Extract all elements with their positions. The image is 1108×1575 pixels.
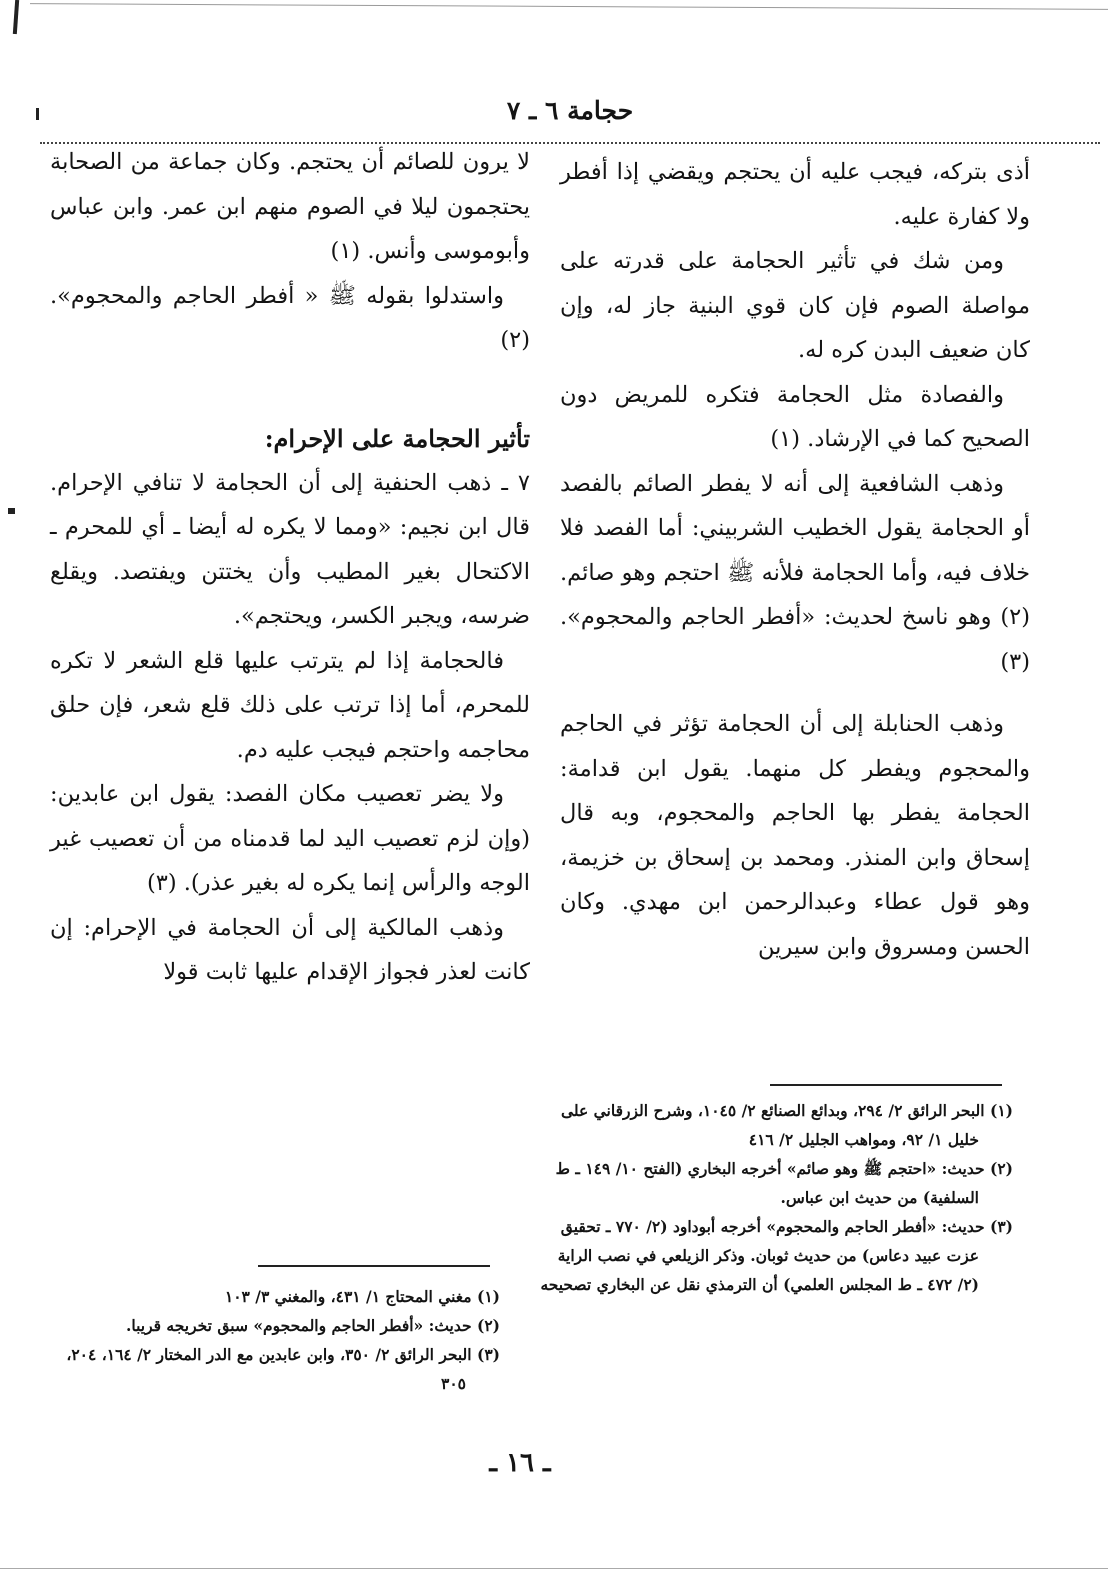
footnote: (٣) البحر الرائق ٢/ ٣٥٠، وابن عابدين مع الدر المختار ٢/ ١٦٤، ٢٠٤، ٣٠٥ <box>66 1345 500 1393</box>
footnote: (٢) حديث: «احتجم ﷺ وهو صائم» أخرجه البخاري (الفتح ١٠/ ١٤٩ ـ ط السلفية) من حديث ابن عباس. <box>555 1159 1013 1207</box>
footnotes-right <box>535 1096 1013 1299</box>
footnote: (٣) حديث: «أفطر الحاجم والمحجوم» أخرجه أبوداود (٢/ ٧٧٠ ـ تحقيق عزت عبيد دعاس) من حديث ثوبان. وذكر الزيلعي في نصب الراية (٢/ ٤٧٢ ـ ط المجلس العلمي) أن الترمذي نقل عن البخاري تصحيحه <box>540 1217 1013 1294</box>
scan-edge-top <box>30 3 1108 10</box>
paragraph: وذهب الحنابلة إلى أن الحجامة تؤثر في الحاجم والمحجوم ويفطر كل منهما. يقول ابن قدامة: الحجامة يفطر بها الحاجم والمحجوم، وبه قال إسحاق وابن المنذر. ومحمد بن إسحاق بن خزيمة، وهو قول عطاء وعبدالرحمن ابن مهدي. وكان الحسن ومسروق وابن سيرين <box>560 711 1030 960</box>
footnotes-left <box>40 1282 500 1398</box>
footnote-rule <box>258 1265 490 1267</box>
scan-mark <box>8 508 15 514</box>
footnote: (١) البحر الرائق ٢/ ٢٩٤، وبدائع الصنائع ٢/ ١٠٤٥، وشرح الزرقاني على خليل ١/ ٩٢، ومواهب الجليل ٢/ ٤١٦ <box>560 1101 1013 1149</box>
left-column <box>50 140 530 995</box>
footnote: (٢) حديث: «أفطر الحاجم والمحجوم» سبق تخريجه قريبا. <box>125 1316 500 1335</box>
scan-mark <box>36 108 39 120</box>
paragraph: أذى بتركه، فيجب عليه أن يحتجم ويقضي إذا أفطر ولا كفارة عليه. <box>560 159 1030 230</box>
running-header: حجامة ٦ ـ ٧ <box>506 96 634 125</box>
scan-edge-bottom <box>0 1568 1108 1569</box>
page-number: ـ ١٦ ـ <box>489 1448 551 1478</box>
paragraph: والفصادة مثل الحجامة فتكره للمريض دون الصحيح كما في الإرشاد. (١) <box>560 381 1030 452</box>
paragraph: ٧ ـ ذهب الحنفية إلى أن الحجامة لا تنافي الإحرام. قال ابن نجيم: «ومما لا يكره له أيضا ـ أي للمحرم ـ الاكتحال بغير المطيب وأن يختتن ويفتصد. ويقلع ضرسه، ويجبر الكسر، ويحتجم». <box>50 469 530 629</box>
paragraph: وذهب المالكية إلى أن الحجامة في الإحرام: إن كانت لعذر فجواز الإقدام عليها ثابت قولا <box>50 914 530 985</box>
right-column <box>560 150 1030 969</box>
paragraph: لا يرون للصائم أن يحتجم. وكان جماعة من الصحابة يحتجمون ليلا في الصوم منهم ابن عمر. وابن عباس وأبوموسى وأنس. (١) <box>50 149 530 264</box>
footnote: (١) مغني المحتاج ١/ ٤٣١، والمغني ٣/ ١٠٣ <box>224 1287 500 1306</box>
paragraph: فالحجامة إذا لم يترتب عليها قلع الشعر لا تكره للمحرم، أما إذا ترتب على ذلك قلع شعر، فإن حلق محاجمه واحتجم فيجب عليه دم. <box>50 647 530 763</box>
paragraph: واستدلوا بقوله ﷺ « أفطر الحاجم والمحجوم». (٢) <box>50 282 530 353</box>
footnote-rule <box>770 1084 1002 1086</box>
section-heading: تأثير الحجامة على الإحرام: <box>264 423 530 453</box>
paragraph: ومن شك في تأثير الحجامة على قدرته على مواصلة الصوم فإن كان قوي البنية جاز له، وإن كان ضعيف البدن كره له. <box>560 248 1030 363</box>
paragraph: وذهب الشافعية إلى أنه لا يفطر الصائم بالفصد أو الحجامة يقول الخطيب الشربيني: أما الفصد فلا خلاف فيه، وأما الحجامة فلأنه ﷺ احتجم وهو صائم. (٢) وهو ناسخ لحديث: «أفطر الحاجم والمحجوم». (٣) <box>560 470 1030 675</box>
scan-mark <box>13 0 19 34</box>
paragraph: ولا يضر تعصيب مكان الفصد: يقول ابن عابدين: (وإن لزم تعصيب اليد لما قدمناه من أن تعصيب غير الوجه والرأس إنما يكره له بغير عذر). (٣) <box>50 781 530 896</box>
